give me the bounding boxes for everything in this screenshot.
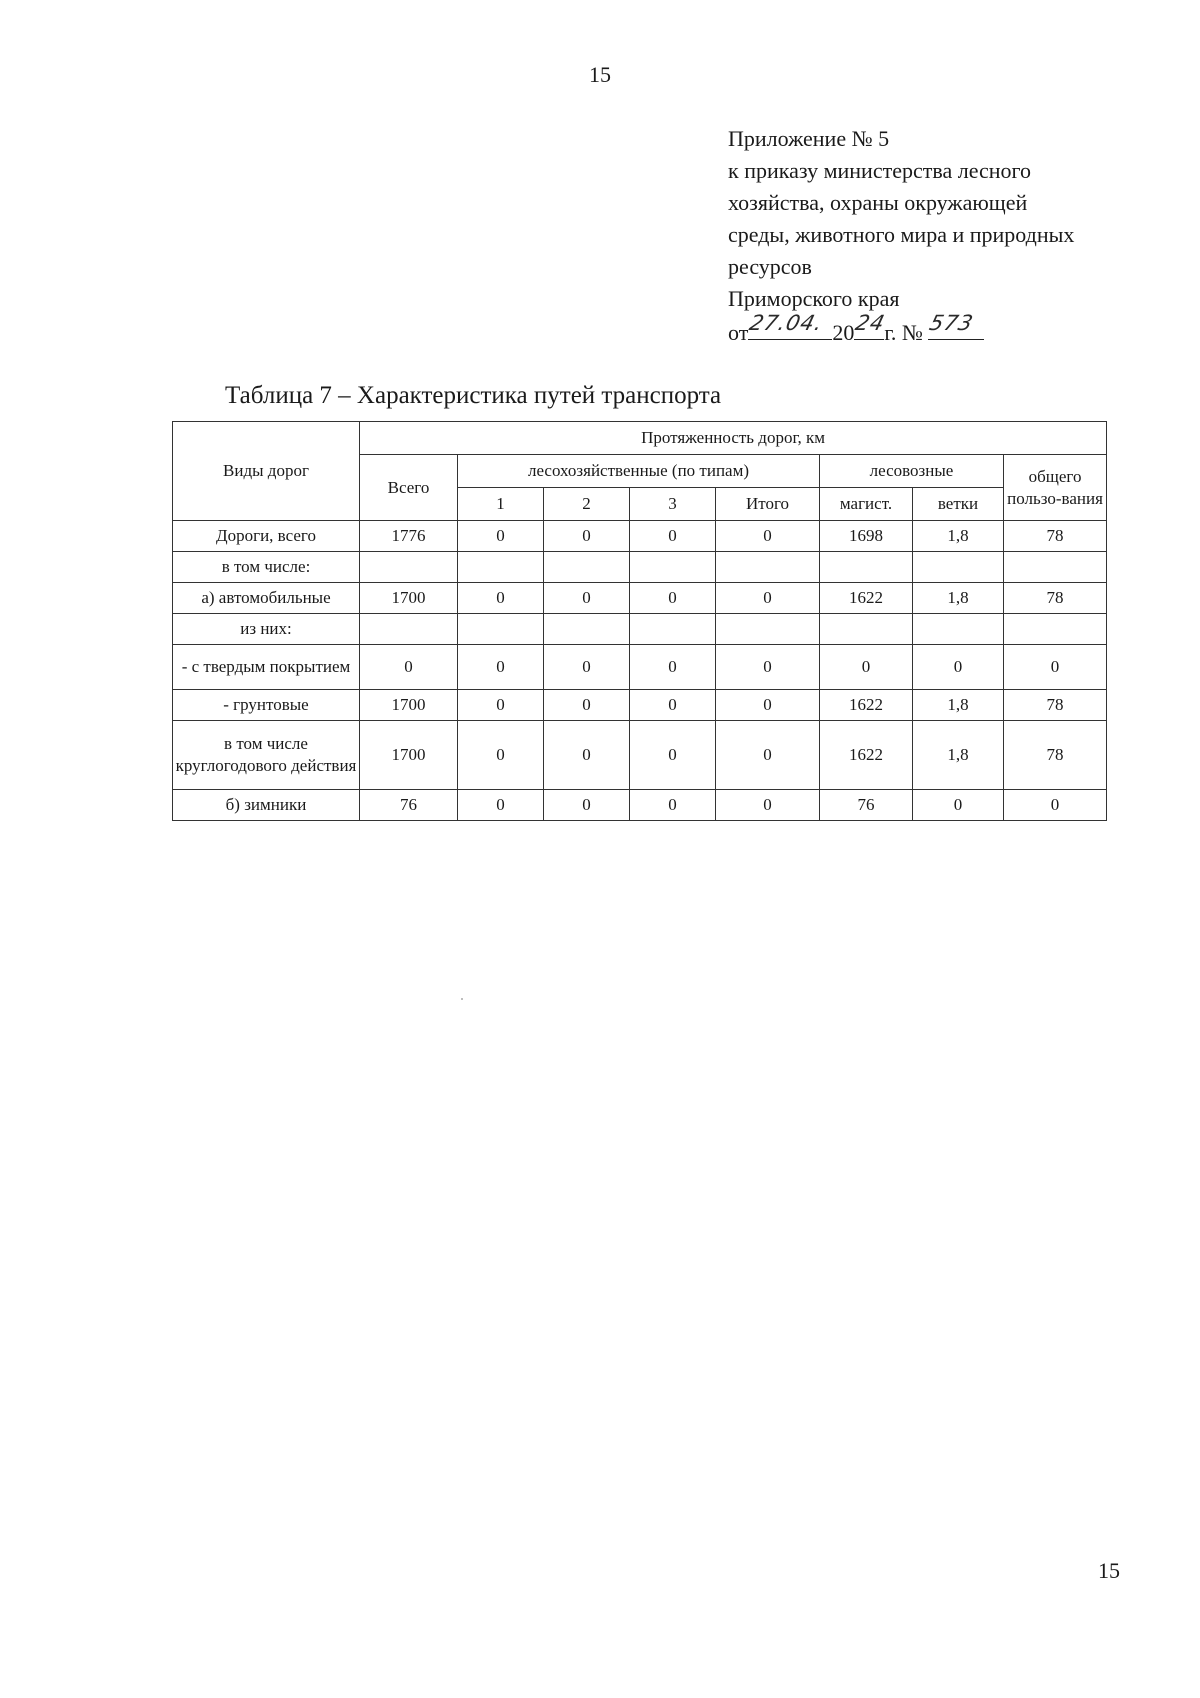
page-number-top: 15 (589, 62, 611, 87)
appendix-block (728, 123, 1168, 349)
table-cell: 1622 (820, 583, 913, 614)
appendix-date-line (728, 311, 1168, 349)
table-cell: 76 (820, 790, 913, 821)
date-field (747, 311, 832, 340)
table-row (173, 645, 1107, 690)
table-title: Таблица 7 – Характеристика путей транспорта (225, 382, 722, 409)
table-cell: 0 (630, 583, 716, 614)
table-cell (820, 552, 913, 583)
table-row (173, 721, 1107, 790)
appendix-line: к приказу министерства лесного (728, 158, 1032, 183)
header-public: общего пользо-вания (1004, 455, 1107, 521)
header-total: Всего (360, 455, 458, 521)
table-cell: 0 (1004, 790, 1107, 821)
table-cell: 0 (820, 645, 913, 690)
table-cell: 0 (458, 583, 544, 614)
table-cell: 0 (544, 690, 630, 721)
table-cell: 0 (630, 690, 716, 721)
header-type-1: 1 (458, 488, 544, 521)
row-label: в том числе круглогодового действия (173, 721, 360, 790)
table-cell: 76 (360, 790, 458, 821)
table-cell: 0 (630, 721, 716, 790)
header-trunk: магист. (820, 488, 913, 521)
table-cell (716, 552, 820, 583)
row-label: в том числе: (173, 552, 360, 583)
table-row (173, 552, 1107, 583)
table-cell: 0 (716, 690, 820, 721)
table-cell: 0 (716, 521, 820, 552)
table-cell: 0 (544, 583, 630, 614)
header-length: Протяженность дорог, км (360, 422, 1107, 455)
table-cell: 1776 (360, 521, 458, 552)
table-row (173, 690, 1107, 721)
number-prefix: г. № (884, 320, 923, 345)
table-cell: 0 (360, 645, 458, 690)
table-cell: 78 (1004, 583, 1107, 614)
year-prefix: 20 (832, 320, 855, 345)
table-cell: 0 (458, 521, 544, 552)
table-cell: 1,8 (913, 583, 1004, 614)
header-road-types: Виды дорог (173, 422, 360, 521)
header-branches: ветки (913, 488, 1004, 521)
table-cell: 1700 (360, 690, 458, 721)
table-cell (913, 614, 1004, 645)
table-cell (360, 614, 458, 645)
table-cell: 0 (630, 790, 716, 821)
page-number-bottom: 15 (1098, 1558, 1120, 1583)
table-cell: 0 (544, 790, 630, 821)
table-cell: 1,8 (913, 521, 1004, 552)
appendix-line: Приложение № 5 (728, 126, 890, 151)
table-cell: 1622 (820, 690, 913, 721)
appendix-line: Приморского края (728, 286, 900, 311)
row-label: б) зимники (173, 790, 360, 821)
table-cell: 0 (716, 645, 820, 690)
table-cell (360, 552, 458, 583)
table-row (173, 583, 1107, 614)
table-cell: 0 (716, 721, 820, 790)
row-label: - грунтовые (173, 690, 360, 721)
table-cell (458, 552, 544, 583)
appendix-line: хозяйства, охраны окружающей (728, 190, 1028, 215)
table-cell: 1700 (360, 721, 458, 790)
scan-speck (461, 998, 463, 1000)
table-row (173, 614, 1107, 645)
appendix-line: среды, животного мира и природных (728, 222, 1075, 247)
table-cell: 0 (913, 790, 1004, 821)
header-forestry: лесохозяйственные (по типам) (458, 455, 820, 488)
header-subtotal: Итого (716, 488, 820, 521)
table-cell: 78 (1004, 521, 1107, 552)
table-cell: 0 (716, 583, 820, 614)
table-cell: 1,8 (913, 690, 1004, 721)
table-cell: 78 (1004, 721, 1107, 790)
table-cell: 0 (458, 721, 544, 790)
table-cell: 1700 (360, 583, 458, 614)
number-field (927, 311, 984, 340)
table-body (173, 521, 1107, 821)
table-row (173, 790, 1107, 821)
table-cell (913, 552, 1004, 583)
table-cell (820, 614, 913, 645)
table-cell (458, 614, 544, 645)
header-type-2: 2 (544, 488, 630, 521)
handwritten-year: 24 (853, 311, 889, 335)
table-cell: 0 (544, 521, 630, 552)
handwritten-number: 573 (927, 311, 977, 335)
handwritten-date: 27.04. (747, 311, 827, 335)
row-label: а) автомобильные (173, 583, 360, 614)
table-cell: 0 (630, 521, 716, 552)
table-cell (1004, 552, 1107, 583)
table-cell (630, 614, 716, 645)
table-cell: 1,8 (913, 721, 1004, 790)
table-cell: 0 (630, 645, 716, 690)
header-type-3: 3 (630, 488, 716, 521)
row-label: из них: (173, 614, 360, 645)
table-cell (630, 552, 716, 583)
date-prefix: от (728, 320, 749, 345)
table-cell: 78 (1004, 690, 1107, 721)
table-cell: 0 (544, 645, 630, 690)
table-cell: 0 (544, 721, 630, 790)
table-cell: 0 (458, 690, 544, 721)
table-cell (1004, 614, 1107, 645)
table-cell: 0 (1004, 645, 1107, 690)
appendix-line: ресурсов (728, 254, 812, 279)
table-cell: 0 (913, 645, 1004, 690)
table-cell: 0 (458, 645, 544, 690)
row-label: Дороги, всего (173, 521, 360, 552)
table-cell (544, 614, 630, 645)
table-row (173, 521, 1107, 552)
table-cell: 1622 (820, 721, 913, 790)
table-cell (544, 552, 630, 583)
row-label: - с твердым покрытием (173, 645, 360, 690)
table-cell: 0 (716, 790, 820, 821)
table-cell (716, 614, 820, 645)
table-cell: 0 (458, 790, 544, 821)
table-cell: 1698 (820, 521, 913, 552)
roads-table (172, 421, 1107, 821)
header-timber: лесовозные (820, 455, 1004, 488)
year-field (853, 311, 889, 340)
